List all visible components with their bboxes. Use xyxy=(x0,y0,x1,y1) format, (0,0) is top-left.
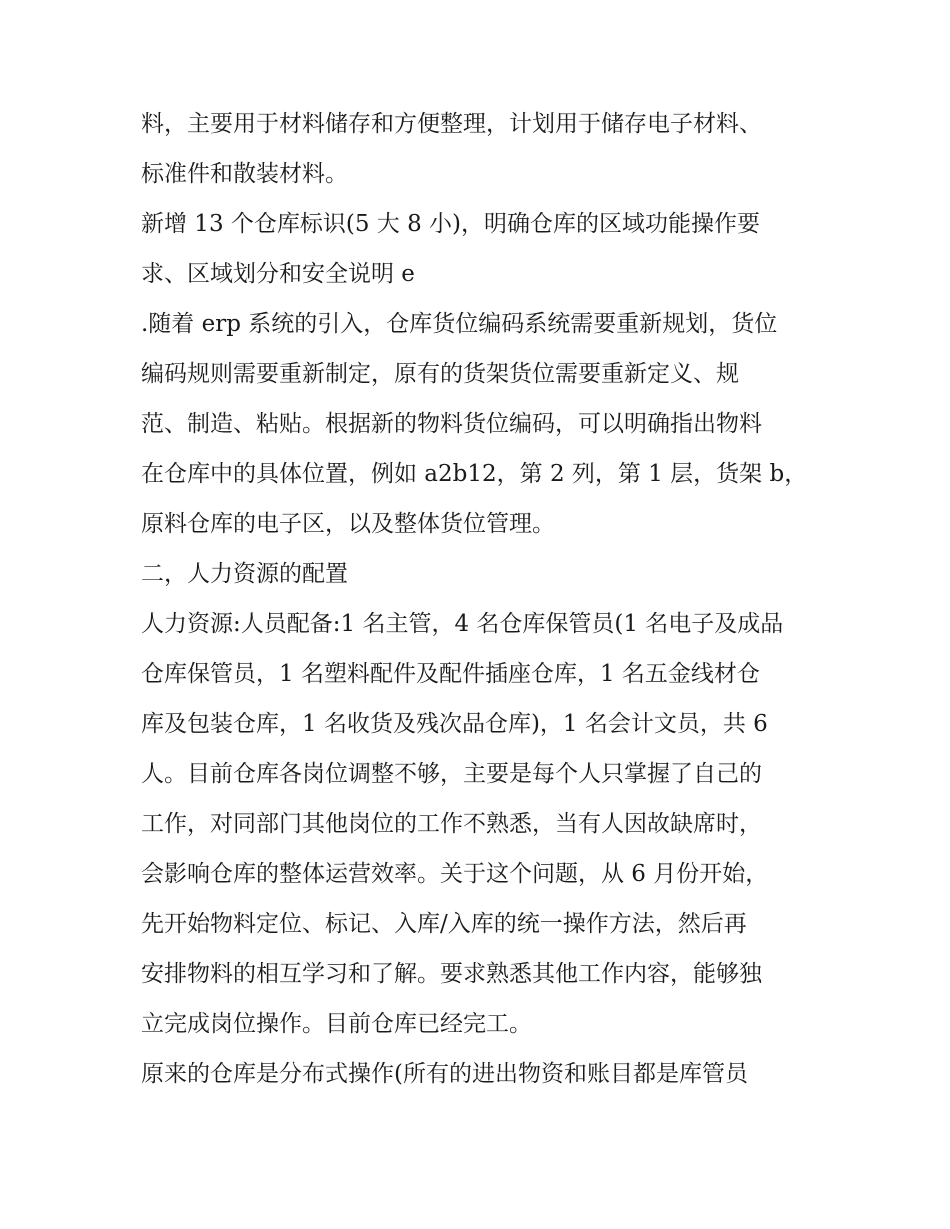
text-line: 范、制造、粘贴。根据新的物料货位编码，可以明确指出物料 xyxy=(141,411,762,437)
text-line: 原料仓库的电子区，以及整体货位管理。 xyxy=(141,511,555,537)
text-line: 标准件和散装材料。 xyxy=(141,161,348,187)
text-line: 原来的仓库是分布式操作(所有的进出物资和账目都是库管员 xyxy=(141,1061,748,1087)
text-line: 库及包装仓库，1 名收货及残次品仓库)，1 名会计文员，共 6 xyxy=(141,711,768,737)
document-body xyxy=(141,107,821,1091)
text-line: 料，主要用于材料储存和方便整理，计划用于储存电子材料、 xyxy=(141,111,762,137)
text-line: 在仓库中的具体位置，例如 a2b12，第 2 列，第 1 层，货架 b， xyxy=(141,461,808,487)
text-line: 立完成岗位操作。目前仓库已经完工。 xyxy=(141,1011,532,1037)
text-line: 工作，对同部门其他岗位的工作不熟悉，当有人因故缺席时， xyxy=(141,811,762,837)
text-line: 编码规则需要重新制定，原有的货架货位需要重新定义、规 xyxy=(141,361,739,387)
text-line: 人力资源:人员配备:1 名主管，4 名仓库保管员(1 名电子及成品 xyxy=(141,611,784,637)
text-line: 会影响仓库的整体运营效率。关于这个问题，从 6 月份开始， xyxy=(141,861,769,887)
text-line: 求、区域划分和安全说明 e xyxy=(141,261,415,287)
section-heading: 二，人力资源的配置 xyxy=(141,561,348,587)
text-line: 人。目前仓库各岗位调整不够，主要是每个人只掌握了自己的 xyxy=(141,761,762,787)
text-line: .随着 erp 系统的引入，仓库货位编码系统需要重新规划，货位 xyxy=(141,311,778,337)
text-line: 安排物料的相互学习和了解。要求熟悉其他工作内容，能够独 xyxy=(141,961,762,987)
text-line: 仓库保管员，1 名塑料配件及配件插座仓库，1 名五金线材仓 xyxy=(141,661,760,687)
text-line: 先开始物料定位、标记、入库/入库的统一操作方法，然后再 xyxy=(141,911,747,937)
text-line: 新增 13 个仓库标识(5 大 8 小)，明确仓库的区域功能操作要 xyxy=(141,211,761,237)
